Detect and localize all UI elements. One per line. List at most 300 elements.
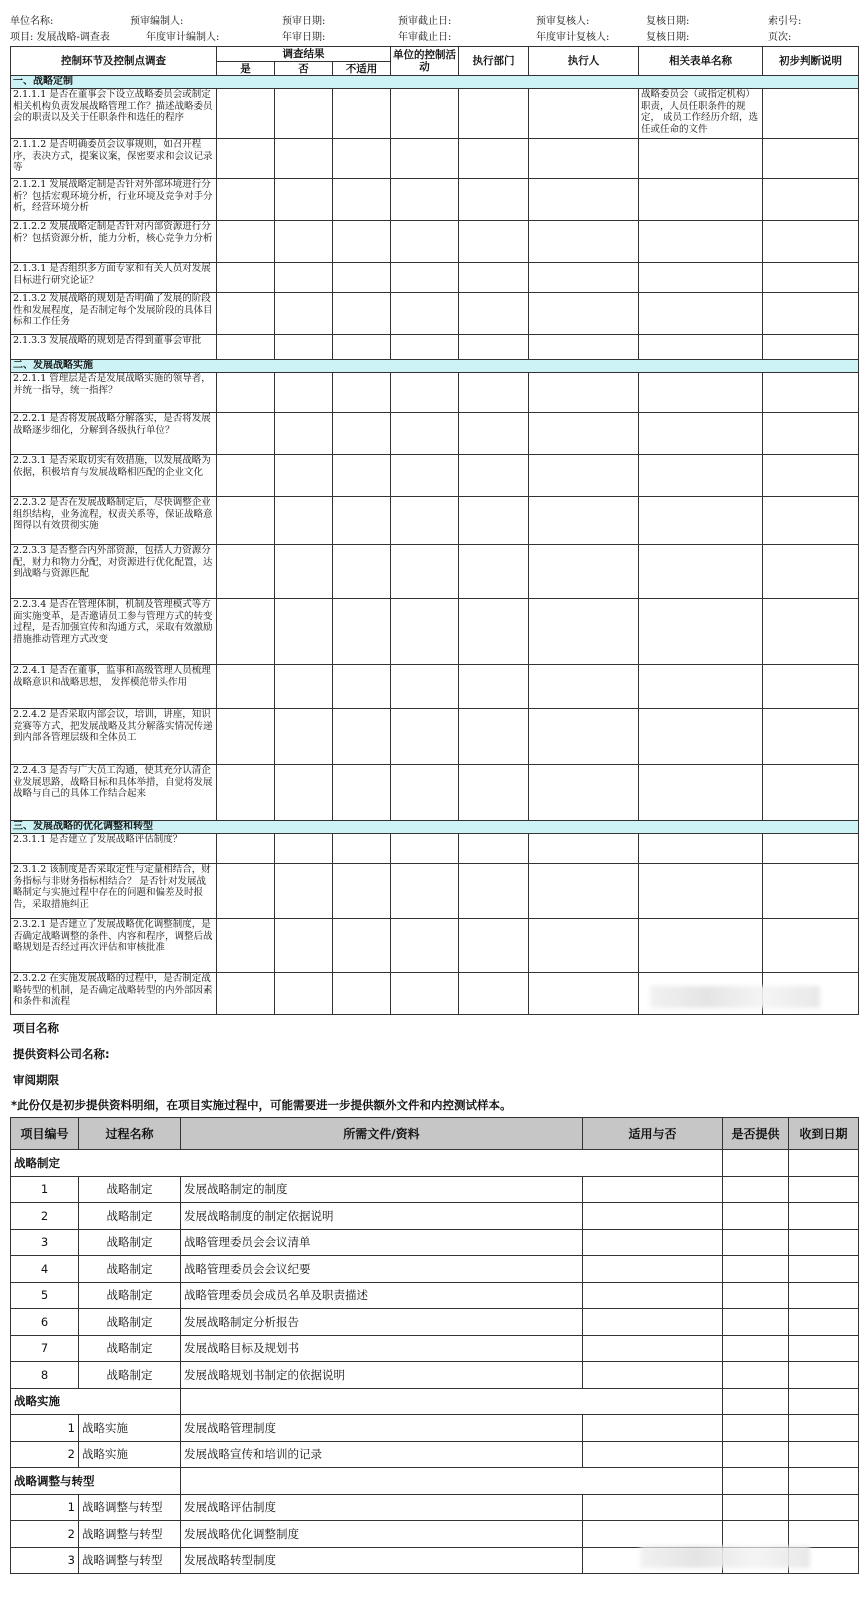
judge-cell[interactable]: [763, 89, 859, 139]
person-cell[interactable]: [529, 545, 639, 599]
process-name: 战略制定: [79, 1335, 181, 1362]
na-cell[interactable]: [333, 919, 391, 973]
na-cell[interactable]: [333, 263, 391, 293]
yes-cell[interactable]: [217, 973, 275, 1015]
table-row: [11, 765, 859, 821]
provided-cell[interactable]: [723, 1441, 789, 1468]
col-control-points: 控制环节及控制点调查: [11, 47, 217, 76]
yes-cell[interactable]: [217, 497, 275, 545]
received-cell[interactable]: [789, 1468, 859, 1495]
control-point-text: 2.2.4.2 是否采取内部会议，培训，讲座，知识竞赛等方式，把发展战略及其分解落实情况传递到内部各管理层级和全体员工: [11, 709, 217, 765]
activity-cell[interactable]: [391, 919, 459, 973]
no-cell[interactable]: [275, 864, 333, 919]
received-cell[interactable]: [789, 1150, 859, 1177]
no-cell[interactable]: [275, 973, 333, 1015]
control-point-text: 2.2.3.1 是否采取切实有效措施，以发展战略为依据，积极培育与发展战略相匹配的企业文化: [11, 455, 217, 497]
judge-cell[interactable]: [763, 919, 859, 973]
person-cell[interactable]: [529, 599, 639, 665]
activity-cell[interactable]: [391, 709, 459, 765]
no-cell[interactable]: [275, 497, 333, 545]
received-cell[interactable]: [789, 1335, 859, 1362]
applicable-cell[interactable]: [583, 1256, 723, 1283]
activity-cell[interactable]: [391, 139, 459, 179]
table-row: [11, 1362, 859, 1389]
table-row: [11, 1309, 859, 1336]
na-cell[interactable]: [333, 179, 391, 221]
table-row: [11, 709, 859, 765]
applicable-cell[interactable]: [583, 1441, 723, 1468]
col-survey-result: 调查结果: [217, 47, 391, 62]
page-number-label: 页次:: [768, 32, 792, 43]
index-number-label: 索引号:: [768, 16, 802, 27]
related-forms-text: 战略委员会（或指定机构）职责，人员任职条件的规定， 成员工作经历介绍，选任或任命的文件: [639, 89, 763, 139]
control-point-text: 2.2.4.1 是否在董事，监事和高级管理人员梳理战略意识和战略思想， 发挥模范带头作用: [11, 665, 217, 709]
table-row: [11, 263, 859, 293]
table-row: [11, 179, 859, 221]
section-title: 三、发展战略的优化调整和转型: [11, 821, 859, 834]
table-row: [11, 834, 859, 864]
no-cell[interactable]: [275, 263, 333, 293]
provided-cell[interactable]: [723, 1229, 789, 1256]
item-no: 1: [11, 1494, 79, 1521]
project-name-label: 项目名称: [13, 1021, 59, 1035]
control-point-text: 2.1.1.2 是否明确委员会议事规则，如召开程序，表决方式，提案议案，保密要求和会议记录等: [11, 139, 217, 179]
judge-cell[interactable]: [763, 221, 859, 263]
col-received-date: 收到日期: [789, 1118, 859, 1150]
dept-cell[interactable]: [459, 373, 529, 413]
forms-cell[interactable]: [639, 864, 763, 919]
applicable-cell[interactable]: [583, 1494, 723, 1521]
na-cell[interactable]: [333, 139, 391, 179]
control-point-text: 2.1.2.2 发展战略定制是否针对内部资源进行分析？包括资源分析，能力分析，核心竞争力分析: [11, 221, 217, 263]
pre-audit-date-label: 预审日期:: [282, 16, 326, 27]
dept-cell[interactable]: [459, 834, 529, 864]
activity-cell[interactable]: [391, 179, 459, 221]
col-item-no: 项目编号: [11, 1118, 79, 1150]
forms-cell[interactable]: [639, 455, 763, 497]
judge-cell[interactable]: [763, 373, 859, 413]
yes-cell[interactable]: [217, 373, 275, 413]
applicable-cell[interactable]: [583, 1229, 723, 1256]
table-row: [11, 1415, 859, 1442]
yes-cell[interactable]: [217, 545, 275, 599]
no-cell[interactable]: [275, 765, 333, 821]
project-label: 项目: 发展战略-调查表: [10, 32, 110, 43]
table-row: [11, 455, 859, 497]
control-point-text: 2.2.4.3 是否与广大员工沟通，使其充分认清企业发展思路，战略目标和具体举措，自觉将发展战略与自己的具体工作结合起来: [11, 765, 217, 821]
yes-cell[interactable]: [217, 599, 275, 665]
table-row: [11, 335, 859, 360]
doc-name: 战略管理委员会会议清单: [181, 1229, 583, 1256]
na-cell[interactable]: [333, 709, 391, 765]
group-row: [11, 1468, 859, 1495]
item-no: 8: [11, 1362, 79, 1389]
table-row: [11, 373, 859, 413]
process-name: 战略调整与转型: [79, 1494, 181, 1521]
forms-cell[interactable]: [639, 599, 763, 665]
judge-cell[interactable]: [763, 293, 859, 335]
col-yes: 是: [217, 62, 275, 76]
yes-cell[interactable]: [217, 665, 275, 709]
dept-cell[interactable]: [459, 221, 529, 263]
activity-cell[interactable]: [391, 263, 459, 293]
person-cell[interactable]: [529, 413, 639, 455]
control-point-text: 2.2.1.1 管理层是否是发展战略实施的领导者，并统一指导，统一指挥？: [11, 373, 217, 413]
doc-name: 发展战略优化调整制度: [181, 1521, 583, 1548]
annual-audit-cutoff-label: 年审截止日:: [398, 32, 452, 43]
judge-cell[interactable]: [763, 665, 859, 709]
provided-cell[interactable]: [723, 1468, 789, 1495]
no-cell[interactable]: [275, 335, 333, 360]
provided-cell[interactable]: [723, 1335, 789, 1362]
judge-cell[interactable]: [763, 139, 859, 179]
judge-cell[interactable]: [763, 864, 859, 919]
annual-audit-reviewer-label: 年度审计复核人:: [536, 32, 610, 43]
dept-cell[interactable]: [459, 665, 529, 709]
judge-cell[interactable]: [763, 497, 859, 545]
person-cell[interactable]: [529, 709, 639, 765]
forms-cell[interactable]: [639, 765, 763, 821]
item-no: 2: [11, 1521, 79, 1548]
provided-cell[interactable]: [723, 1256, 789, 1283]
received-cell[interactable]: [789, 1229, 859, 1256]
person-cell[interactable]: [529, 497, 639, 545]
forms-cell[interactable]: [639, 373, 763, 413]
table-row: [11, 1494, 859, 1521]
provided-cell[interactable]: [723, 1521, 789, 1548]
activity-cell[interactable]: [391, 665, 459, 709]
activity-cell[interactable]: [391, 834, 459, 864]
activity-cell[interactable]: [391, 293, 459, 335]
received-cell[interactable]: [789, 1521, 859, 1548]
no-cell[interactable]: [275, 709, 333, 765]
doc-name: 发展战略制度的制定依据说明: [181, 1203, 583, 1230]
activity-cell[interactable]: [391, 455, 459, 497]
yes-cell[interactable]: [217, 221, 275, 263]
na-cell[interactable]: [333, 455, 391, 497]
received-cell[interactable]: [789, 1415, 859, 1442]
yes-cell[interactable]: [217, 179, 275, 221]
activity-cell[interactable]: [391, 497, 459, 545]
control-point-text: 2.3.2.2 在实施发展战略的过程中，是否制定战略转型的机制，是否确定战略转型的内外部因素和条件和流程: [11, 973, 217, 1015]
table-row: [11, 1176, 859, 1203]
col-na: 不适用: [333, 62, 391, 76]
annual-audit-date-label: 年审日期:: [282, 32, 326, 43]
judge-cell[interactable]: [763, 335, 859, 360]
yes-cell[interactable]: [217, 263, 275, 293]
forms-cell[interactable]: [639, 179, 763, 221]
table-row: [11, 1441, 859, 1468]
document-request-table: [10, 1117, 859, 1574]
yes-cell[interactable]: [217, 765, 275, 821]
activity-cell[interactable]: [391, 373, 459, 413]
na-cell[interactable]: [333, 834, 391, 864]
person-cell[interactable]: [529, 455, 639, 497]
person-cell[interactable]: [529, 263, 639, 293]
no-cell[interactable]: [275, 89, 333, 139]
person-cell[interactable]: [529, 765, 639, 821]
section-title: 一、战略定制: [11, 76, 859, 89]
judge-cell[interactable]: [763, 709, 859, 765]
dept-cell[interactable]: [459, 455, 529, 497]
dept-cell[interactable]: [459, 413, 529, 455]
yes-cell[interactable]: [217, 455, 275, 497]
forms-cell[interactable]: [639, 665, 763, 709]
person-cell[interactable]: [529, 221, 639, 263]
item-no: 1: [11, 1176, 79, 1203]
forms-cell[interactable]: [639, 709, 763, 765]
pre-audit-reviewer-label: 预审复核人:: [536, 16, 590, 27]
control-survey-table: [10, 46, 859, 1015]
group-row: [11, 1388, 859, 1415]
provided-cell[interactable]: [723, 1176, 789, 1203]
activity-cell[interactable]: [391, 765, 459, 821]
group-row: [11, 1150, 859, 1177]
group-spacer: [181, 1388, 723, 1415]
process-name: 战略制定: [79, 1282, 181, 1309]
person-cell[interactable]: [529, 864, 639, 919]
dept-cell[interactable]: [459, 545, 529, 599]
table-row: [11, 864, 859, 919]
table-row: [11, 139, 859, 179]
forms-cell[interactable]: [639, 263, 763, 293]
item-no: 1: [11, 1415, 79, 1442]
judge-cell[interactable]: [763, 765, 859, 821]
table-row: [11, 1335, 859, 1362]
na-cell[interactable]: [333, 765, 391, 821]
item-no: 3: [11, 1229, 79, 1256]
no-cell[interactable]: [275, 834, 333, 864]
forms-cell[interactable]: [639, 413, 763, 455]
na-cell[interactable]: [333, 973, 391, 1015]
control-point-text: 2.3.1.2 该制度是否采取定性与定量相结合，财务指标与非财务指标相结合？ 是否针对发展战略制定与实施过程中存在的问题和偏差及时报告，采取措施纠正: [11, 864, 217, 919]
header-line-2: [10, 30, 858, 46]
applicable-cell[interactable]: [583, 1521, 723, 1548]
unit-name-label: 单位名称:: [10, 16, 54, 27]
received-cell[interactable]: [789, 1362, 859, 1389]
item-no: 2: [11, 1203, 79, 1230]
control-point-text: 2.1.3.3 发展战略的规划是否得到董事会审批: [11, 335, 217, 360]
dept-cell[interactable]: [459, 497, 529, 545]
received-cell[interactable]: [789, 1282, 859, 1309]
control-point-text: 2.2.3.3 是否整合内外部资源，包括人力资源分配，财力和物力分配，对资源进行优化配置，达到战略与资源匹配: [11, 545, 217, 599]
na-cell[interactable]: [333, 335, 391, 360]
no-cell[interactable]: [275, 665, 333, 709]
control-point-text: 2.3.1.1 是否建立了发展战略评估制度？: [11, 834, 217, 864]
na-cell[interactable]: [333, 497, 391, 545]
activity-cell[interactable]: [391, 599, 459, 665]
na-cell[interactable]: [333, 293, 391, 335]
forms-cell[interactable]: [639, 139, 763, 179]
provided-cell[interactable]: [723, 1150, 789, 1177]
applicable-cell[interactable]: [583, 1362, 723, 1389]
forms-cell[interactable]: [639, 919, 763, 973]
na-cell[interactable]: [333, 864, 391, 919]
item-no: 2: [11, 1441, 79, 1468]
received-cell[interactable]: [789, 1309, 859, 1336]
applicable-cell[interactable]: [583, 1203, 723, 1230]
provided-cell[interactable]: [723, 1309, 789, 1336]
activity-cell[interactable]: [391, 89, 459, 139]
no-cell[interactable]: [275, 413, 333, 455]
applicable-cell[interactable]: [583, 1415, 723, 1442]
group-title: 战略调整与转型: [11, 1468, 181, 1495]
no-cell[interactable]: [275, 293, 333, 335]
person-cell[interactable]: [529, 335, 639, 360]
person-cell[interactable]: [529, 834, 639, 864]
activity-cell[interactable]: [391, 864, 459, 919]
dept-cell[interactable]: [459, 335, 529, 360]
judge-cell[interactable]: [763, 834, 859, 864]
no-cell[interactable]: [275, 221, 333, 263]
review-date-label: 复核日期:: [646, 16, 690, 27]
yes-cell[interactable]: [217, 413, 275, 455]
dept-cell[interactable]: [459, 293, 529, 335]
na-cell[interactable]: [333, 221, 391, 263]
applicable-cell[interactable]: [583, 1282, 723, 1309]
control-point-text: 2.1.3.2 发展战略的规划是否明确了发展的阶段性和发展程度，是否制定每个发展阶段的具体目标和工作任务: [11, 293, 217, 335]
dept-cell[interactable]: [459, 89, 529, 139]
activity-cell[interactable]: [391, 545, 459, 599]
doc-name: 发展战略制定分析报告: [181, 1309, 583, 1336]
forms-cell[interactable]: [639, 545, 763, 599]
company-name-label: 提供资料公司名称:: [13, 1047, 110, 1061]
process-name: 战略调整与转型: [79, 1547, 181, 1574]
control-point-text: 2.1.2.1 发展战略定制是否针对外部环境进行分析？包括宏观环境分析，行业环境及竞争对手分析，经营环境分析: [11, 179, 217, 221]
no-cell[interactable]: [275, 373, 333, 413]
yes-cell[interactable]: [217, 919, 275, 973]
no-cell[interactable]: [275, 139, 333, 179]
person-cell[interactable]: [529, 373, 639, 413]
process-name: 战略制定: [79, 1309, 181, 1336]
provided-cell[interactable]: [723, 1362, 789, 1389]
watermark-blur: [640, 1546, 810, 1568]
control-point-text: 2.1.1.1 是否在董事会下设立战略委员会或制定相关机构负责发展战略管理工作？描述战略委员会的职责以及关于任职条件和选任的程序: [11, 89, 217, 139]
doc-name: 发展战略制定的制度: [181, 1176, 583, 1203]
dept-cell[interactable]: [459, 919, 529, 973]
dept-cell[interactable]: [459, 765, 529, 821]
process-name: 战略制定: [79, 1203, 181, 1230]
forms-cell[interactable]: [639, 335, 763, 360]
col-required-docs: 所需文件/资料: [181, 1118, 583, 1150]
group-title: 战略实施: [11, 1388, 181, 1415]
person-cell[interactable]: [529, 665, 639, 709]
person-cell[interactable]: [529, 919, 639, 973]
applicable-cell[interactable]: [583, 1309, 723, 1336]
person-cell[interactable]: [529, 293, 639, 335]
process-name: 战略调整与转型: [79, 1521, 181, 1548]
col-process-name: 过程名称: [79, 1118, 181, 1150]
person-cell[interactable]: [529, 973, 639, 1015]
dept-cell[interactable]: [459, 973, 529, 1015]
applicable-cell[interactable]: [583, 1335, 723, 1362]
forms-cell[interactable]: [639, 834, 763, 864]
doc-name: 发展战略评估制度: [181, 1494, 583, 1521]
dept-cell[interactable]: [459, 179, 529, 221]
judge-cell[interactable]: [763, 599, 859, 665]
judge-cell[interactable]: [763, 545, 859, 599]
dept-cell[interactable]: [459, 864, 529, 919]
pre-audit-preparer-label: 预审编制人:: [130, 16, 184, 27]
received-cell[interactable]: [789, 1494, 859, 1521]
forms-cell[interactable]: [639, 293, 763, 335]
table-row: [11, 545, 859, 599]
judge-cell[interactable]: [763, 455, 859, 497]
process-name: 战略制定: [79, 1256, 181, 1283]
table-row: [11, 1521, 859, 1548]
na-cell[interactable]: [333, 665, 391, 709]
yes-cell[interactable]: [217, 139, 275, 179]
person-cell[interactable]: [529, 139, 639, 179]
table-row: [11, 413, 859, 455]
judge-cell[interactable]: [763, 263, 859, 293]
activity-cell[interactable]: [391, 335, 459, 360]
yes-cell[interactable]: [217, 834, 275, 864]
judge-cell[interactable]: [763, 179, 859, 221]
notice-text: *此份仅是初步提供资料明细，在项目实施过程中，可能需要进一步提供额外文件和内控测试样本。: [11, 1098, 512, 1112]
received-cell[interactable]: [789, 1176, 859, 1203]
dept-cell[interactable]: [459, 709, 529, 765]
col-preliminary-judgment: 初步判断说明: [763, 47, 859, 76]
forms-cell[interactable]: [639, 497, 763, 545]
person-cell[interactable]: [529, 179, 639, 221]
provided-cell[interactable]: [723, 1494, 789, 1521]
provided-cell[interactable]: [723, 1388, 789, 1415]
no-cell[interactable]: [275, 179, 333, 221]
item-no: 7: [11, 1335, 79, 1362]
no-cell[interactable]: [275, 919, 333, 973]
item-no: 3: [11, 1547, 79, 1574]
activity-cell[interactable]: [391, 221, 459, 263]
item-no: 6: [11, 1309, 79, 1336]
no-cell[interactable]: [275, 599, 333, 665]
col-exec-dept: 执行部门: [459, 47, 529, 76]
received-cell[interactable]: [789, 1441, 859, 1468]
yes-cell[interactable]: [217, 864, 275, 919]
yes-cell[interactable]: [217, 293, 275, 335]
item-no: 5: [11, 1282, 79, 1309]
received-cell[interactable]: [789, 1203, 859, 1230]
na-cell[interactable]: [333, 373, 391, 413]
activity-cell[interactable]: [391, 413, 459, 455]
na-cell[interactable]: [333, 413, 391, 455]
dept-cell[interactable]: [459, 599, 529, 665]
yes-cell[interactable]: [217, 335, 275, 360]
received-cell[interactable]: [789, 1388, 859, 1415]
received-cell[interactable]: [789, 1256, 859, 1283]
forms-cell[interactable]: [639, 221, 763, 263]
no-cell[interactable]: [275, 455, 333, 497]
na-cell[interactable]: [333, 599, 391, 665]
activity-cell[interactable]: [391, 973, 459, 1015]
no-cell[interactable]: [275, 545, 333, 599]
doc-name: 战略管理委员会成员名单及职责描述: [181, 1282, 583, 1309]
person-cell[interactable]: [529, 89, 639, 139]
control-point-text: 2.2.3.4 是否在管理体制，机制及管理模式等方面实施变革，是否邀请员工参与管理方式的转变过程，是否加强宣传和沟通方式，采取有效激励措施推动管理方式改变: [11, 599, 217, 665]
na-cell[interactable]: [333, 89, 391, 139]
yes-cell[interactable]: [217, 709, 275, 765]
dept-cell[interactable]: [459, 263, 529, 293]
applicable-cell[interactable]: [583, 1176, 723, 1203]
dept-cell[interactable]: [459, 139, 529, 179]
provided-cell[interactable]: [723, 1415, 789, 1442]
judge-cell[interactable]: [763, 413, 859, 455]
yes-cell[interactable]: [217, 89, 275, 139]
provided-cell[interactable]: [723, 1203, 789, 1230]
provided-cell[interactable]: [723, 1282, 789, 1309]
table-row: [11, 293, 859, 335]
na-cell[interactable]: [333, 545, 391, 599]
